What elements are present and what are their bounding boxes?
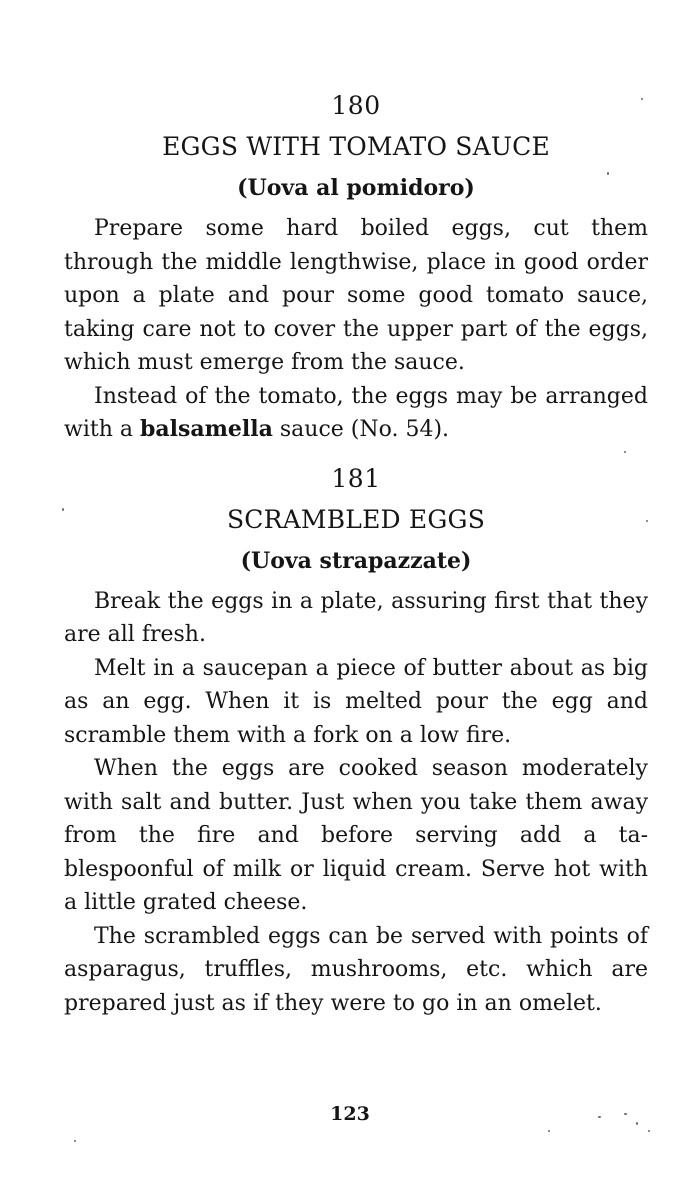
scan-speck [62,508,64,511]
scan-speck [624,1113,627,1115]
recipe-181 [64,461,648,1021]
recipe-paragraph: When the eggs are cooked season moderately with salt and butter. Just when you take them away from the fire and before serving add a tablespoonful of milk or liquid cream. Serve hot with a little grated cheese. [64,756,648,915]
paragraph-text: sauce (No. 54). [272,417,450,442]
scan-speck [624,451,626,453]
scan-speck [648,1130,650,1132]
recipe-180 [64,88,648,447]
section-gap [64,447,648,461]
scan-speck [548,1130,550,1132]
bold-term: balsamella [139,416,273,442]
recipe-paragraph: Melt in a saucepan a piece of butter about as big as an egg. When it is melted pour the egg and scramble them with a fork on a low fire. [64,655,648,748]
recipe-paragraph: The scrambled eggs can be served with points of asparagus, truffles, mushrooms, etc. which are prepared just as if they were to go in an omelet. [64,923,648,1016]
page-number: 123 [330,1103,370,1125]
recipe-title: SCRAMBLED EGGS [226,504,486,534]
scan-speck [641,98,643,100]
text-column [64,88,648,1020]
scan-speck [598,1116,601,1118]
recipe-subtitle: (Uova strapazzate) [240,547,472,574]
scan-speck [74,1140,76,1142]
recipe-paragraph: Prepare some hard boiled eggs, cut them through the middle lengthwise, place in good order upon a plate and pour some good tomato sauce, taking care not to cover the upper part of the eggs, which must emerge from the sauce. [64,216,648,375]
scan-speck [636,1122,638,1125]
scan-speck [607,172,609,175]
recipe-paragraph [64,380,648,447]
scan-speck [646,520,648,522]
recipe-number: 180 [331,91,381,120]
recipe-number: 181 [331,463,381,493]
recipe-paragraph: Break the eggs in a plate, assuring first that they are all fresh. [64,588,648,647]
recipe-title: EGGS WITH TOMATO SAUCE [162,132,550,161]
recipe-subtitle: (Uova al pomidoro) [237,175,475,201]
paragraph-text: Instead of the tomato, the eggs may be arranged with a [64,383,648,442]
